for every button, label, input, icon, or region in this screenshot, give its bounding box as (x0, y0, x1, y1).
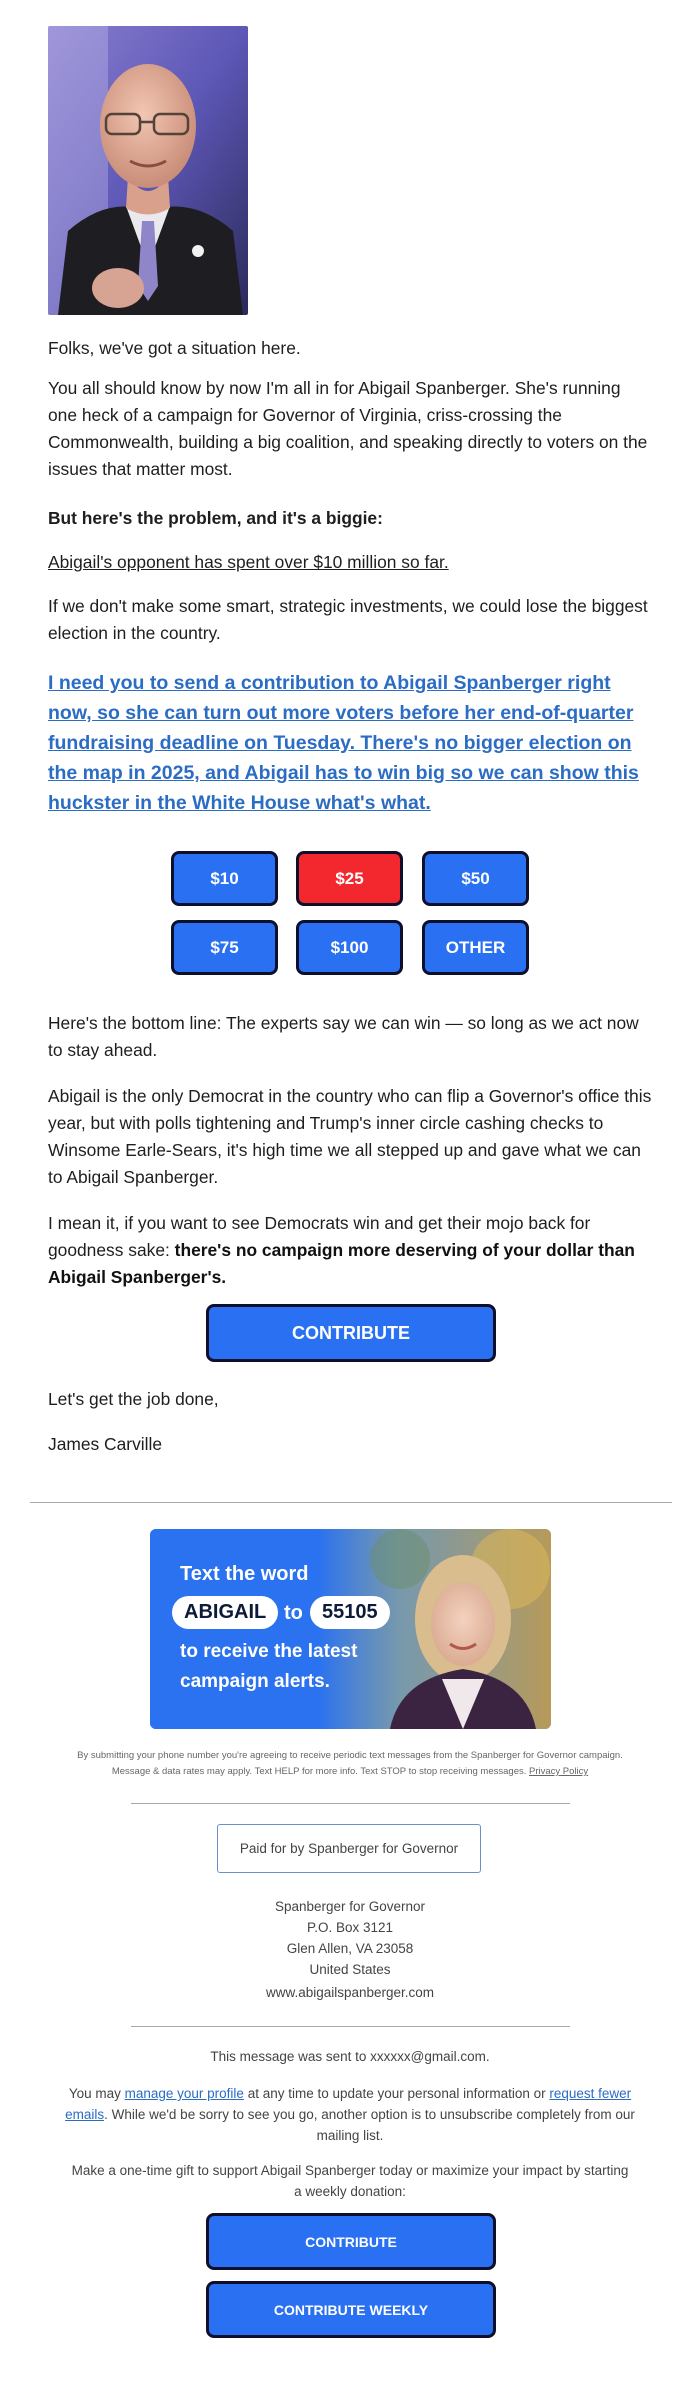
website-link[interactable]: www.abigailspanberger.com (265, 1985, 435, 2000)
hero-photo (48, 26, 248, 315)
closing: Let's get the job done, (48, 1389, 219, 1409)
manage-post: . While we'd be sorry to see you go, another option is to unsubscribe completely from our mailing list. (104, 2107, 635, 2143)
section-divider (30, 1502, 672, 1503)
address-line-3: Glen Allen, VA 23058 (286, 1941, 414, 1956)
footer-divider-2 (131, 2026, 570, 2027)
manage-profile-link[interactable]: manage your profile (124, 2086, 244, 2101)
sms-shortcode-pill: 55105 (310, 1596, 390, 1629)
sms-disclaimer-line-2-text: Message & data rates may apply. Text HELP for more info. Text STOP to stop receiving messages. (111, 1766, 527, 1777)
signature: James Carville (48, 1434, 163, 1454)
address-line-1: Spanberger for Governor (274, 1899, 426, 1914)
sms-disclaimer (40, 1748, 660, 1780)
sent-to-text: This message was sent to xxxxxx@gmail.com. (210, 2049, 490, 2064)
manage-mid: at any time to update your personal information or (243, 2086, 550, 2101)
paragraph-2: If we don't make some smart, strategic investments, we could lose the biggest election in the country. (48, 596, 648, 643)
paid-for-box: Paid for by Spanberger for Governor (217, 1824, 481, 1873)
amount-other-button[interactable]: OTHER (422, 920, 529, 975)
footer-divider-1 (131, 1803, 570, 1804)
manage-pre: You may (68, 2086, 125, 2101)
amount-75-button[interactable]: $75 (171, 920, 278, 975)
address-line-2: P.O. Box 3121 (306, 1920, 394, 1935)
amount-50-button[interactable]: $50 (422, 851, 529, 906)
sms-line-3: to receive the latest (180, 1641, 358, 1662)
paragraph-1: You all should know by now I'm all in for Abigail Spanberger. She's running one heck of a campaign for Governor of Virginia, criss-crossing the Commonwealth, building a big coalition, and speaking directly to voters on the issues that matter most. (48, 378, 648, 479)
paragraph-5 (48, 1210, 652, 1291)
sms-disclaimer-line-2 (40, 1764, 660, 1780)
privacy-policy-link[interactable]: Privacy Policy (529, 1766, 589, 1777)
manage-profile-text (60, 2083, 640, 2146)
contribute-button[interactable]: CONTRIBUTE (206, 1304, 496, 1362)
contribute-weekly-button[interactable]: CONTRIBUTE WEEKLY (206, 2281, 496, 2338)
paragraph-5-text: I mean it, if you want to see Democrats win and get their mojo back for goodness sake: (48, 1213, 591, 1260)
gift-text: Make a one-time gift to support Abigail Spanberger today or maximize your impact by starting a weekly donation: (71, 2163, 629, 2199)
opponent-spending: Abigail's opponent has spent over $10 million so far. (48, 552, 449, 572)
mailing-address (150, 1896, 550, 1980)
greeting: Folks, we've got a situation here. (48, 338, 301, 358)
footer-contribute-button[interactable]: CONTRIBUTE (206, 2213, 496, 2270)
address-line-4: United States (309, 1962, 391, 1977)
sms-signup-banner[interactable] (150, 1529, 551, 1729)
carville-photo-image (48, 26, 248, 315)
sms-disclaimer-line-1: By submitting your phone number you're agreeing to receive periodic text messages from the Spanberger for Governor campaign. (77, 1750, 623, 1761)
sms-keyword-pill: ABIGAIL (172, 1596, 278, 1629)
sms-to: to (284, 1602, 303, 1624)
amount-10-button[interactable]: $10 (171, 851, 278, 906)
paragraph-3: Here's the bottom line: The experts say we can win — so long as we act now to stay ahead. (48, 1013, 639, 1060)
paragraph-5-bold: there's no campaign more deserving of your dollar than Abigail Spanberger's. (48, 1240, 635, 1287)
spanberger-banner-image (150, 1529, 551, 1729)
problem-heading: But here's the problem, and it's a biggie: (48, 508, 383, 528)
amount-100-button[interactable]: $100 (296, 920, 403, 975)
sms-line-4: campaign alerts. (180, 1671, 330, 1692)
paragraph-4: Abigail is the only Democrat in the country who can flip a Governor's office this year, but with polls tightening and Trump's inner circle cashing checks to Winsome Earle-Sears, it's high time we all stepped up and gave what we can to Abigail Spanberger. (48, 1086, 652, 1187)
amount-25-button[interactable]: $25 (296, 851, 403, 906)
contribution-ask-link[interactable]: I need you to send a contribution to Abigail Spanberger right now, so she can turn out more voters before her end-of-quarter fundraising deadline on Tuesday. There's no bigger election on the map in 2025, and Abigail has to win big so we can show this huckster in the White House what's what. (48, 672, 639, 814)
request-fewer-emails-link[interactable]: request fewer emails (65, 2086, 632, 2122)
sms-line-1: Text the word (180, 1563, 309, 1585)
